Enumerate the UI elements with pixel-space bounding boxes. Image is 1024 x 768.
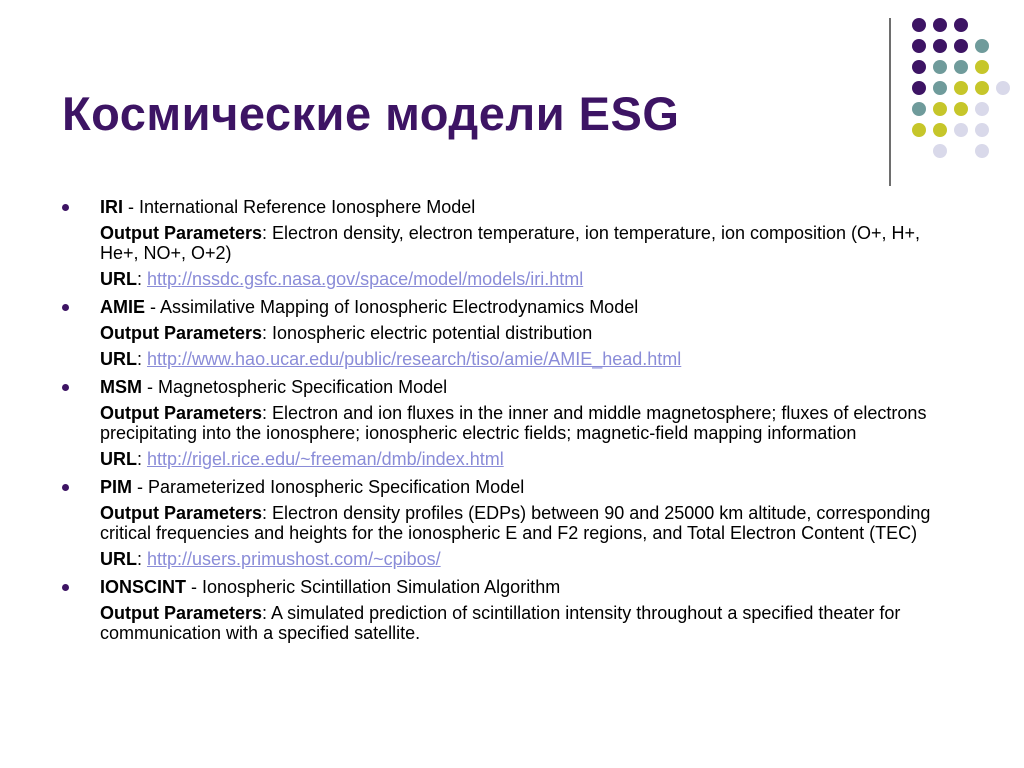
- output-label: Output Parameters: [100, 323, 263, 343]
- list-item-ionscint: [62, 575, 962, 649]
- decor-dot: [933, 81, 947, 95]
- list-item-amie: [62, 295, 962, 375]
- decor-dot: [975, 123, 989, 137]
- url-line: URL: http://users.primushost.com/~cpibos/: [100, 549, 441, 569]
- decor-dot: [975, 102, 989, 116]
- decor-dot: [954, 123, 968, 137]
- list-item-iri: [62, 195, 962, 295]
- decor-dot: [954, 18, 968, 32]
- model-heading: [100, 195, 962, 223]
- decor-dot: [912, 60, 926, 74]
- bullet-icon: [62, 204, 69, 211]
- url-line: URL: http://nssdc.gsfc.nasa.gov/space/model/models/iri.html: [100, 269, 584, 289]
- model-list: [62, 195, 962, 649]
- decor-dot: [912, 123, 926, 137]
- output-text: : Electron density profiles (EDPs) between 90 and 25000 km altitude, corresponding critical frequencies and heights for the ionospheric E and F2 regions, and Total Electron Content (TEC): [100, 503, 931, 543]
- bullet-icon: [62, 584, 69, 591]
- model-heading: [100, 375, 962, 403]
- output-parameters: [100, 603, 962, 649]
- list-item-pim: [62, 475, 962, 575]
- decor-dot: [954, 81, 968, 95]
- model-desc: - Magnetospheric Specification Model: [142, 377, 448, 397]
- url-line: URL: http://www.hao.ucar.edu/public/research/tiso/amie/AMIE_head.html: [100, 349, 682, 369]
- decor-dot: [912, 39, 926, 53]
- model-name: AMIE: [100, 297, 145, 317]
- model-name: PIM: [100, 477, 133, 497]
- decor-dot: [975, 144, 989, 158]
- decor-dot: [996, 81, 1010, 95]
- decor-dot: [933, 18, 947, 32]
- decor-dot: [933, 39, 947, 53]
- bullet-icon: [62, 384, 69, 391]
- url-line: URL: http://rigel.rice.edu/~freeman/dmb/index.html: [100, 449, 504, 469]
- decor-dot: [975, 60, 989, 74]
- model-name: IONSCINT: [100, 577, 187, 597]
- output-parameters: [100, 403, 962, 449]
- url-label: URL: [100, 269, 137, 289]
- model-name: IRI: [100, 197, 124, 217]
- decor-dot: [912, 18, 926, 32]
- decor-dot: [975, 39, 989, 53]
- model-link[interactable]: http://rigel.rice.edu/~freeman/dmb/index.html: [147, 449, 504, 469]
- url-label: URL: [100, 349, 137, 369]
- model-name: MSM: [100, 377, 142, 397]
- decor-dot: [933, 102, 947, 116]
- decor-dot: [912, 81, 926, 95]
- decor-dot: [933, 123, 947, 137]
- output-label: Output Parameters: [100, 403, 263, 423]
- output-label: Output Parameters: [100, 603, 263, 623]
- decor-dot: [954, 102, 968, 116]
- output-text: : Electron density, electron temperature, ion temperature, ion composition (O+, H+, He+, NO+, O+2): [100, 223, 921, 263]
- output-text: : Ionospheric electric potential distribution: [262, 323, 593, 343]
- model-desc: - International Reference Ionosphere Model: [123, 197, 476, 217]
- output-parameters: [100, 503, 962, 549]
- model-link[interactable]: http://www.hao.ucar.edu/public/research/tiso/amie/AMIE_head.html: [147, 349, 682, 369]
- output-label: Output Parameters: [100, 223, 263, 243]
- decor-dot: [933, 144, 947, 158]
- model-link[interactable]: http://users.primushost.com/~cpibos/: [147, 549, 441, 569]
- output-parameters: [100, 223, 962, 269]
- decor-dot: [912, 102, 926, 116]
- divider-line: [889, 18, 891, 186]
- bullet-icon: [62, 304, 69, 311]
- model-heading: [100, 575, 962, 603]
- output-text: : A simulated prediction of scintillation intensity throughout a specified theater for communication with a specified satellite.: [100, 603, 901, 643]
- url-label: URL: [100, 449, 137, 469]
- decor-dot: [975, 81, 989, 95]
- decor-dot: [933, 60, 947, 74]
- decor-dot: [954, 60, 968, 74]
- model-heading: [100, 295, 962, 323]
- model-desc: - Ionospheric Scintillation Simulation Algorithm: [186, 577, 561, 597]
- url-label: URL: [100, 549, 137, 569]
- output-text: : Electron and ion fluxes in the inner and middle magnetosphere; fluxes of electrons precipitating into the ionosphere; ionospheric electric fields; magnetic-field mapping information: [100, 403, 927, 443]
- output-parameters: [100, 323, 962, 349]
- page-title: Космические модели ESG: [62, 87, 680, 140]
- bullet-icon: [62, 484, 69, 491]
- decor-dot: [954, 39, 968, 53]
- model-link[interactable]: http://nssdc.gsfc.nasa.gov/space/model/models/iri.html: [147, 269, 584, 289]
- model-desc: - Assimilative Mapping of Ionospheric Electrodynamics Model: [145, 297, 639, 317]
- model-heading: [100, 475, 962, 503]
- model-desc: - Parameterized Ionospheric Specification Model: [132, 477, 525, 497]
- output-label: Output Parameters: [100, 503, 263, 523]
- list-item-msm: [62, 375, 962, 475]
